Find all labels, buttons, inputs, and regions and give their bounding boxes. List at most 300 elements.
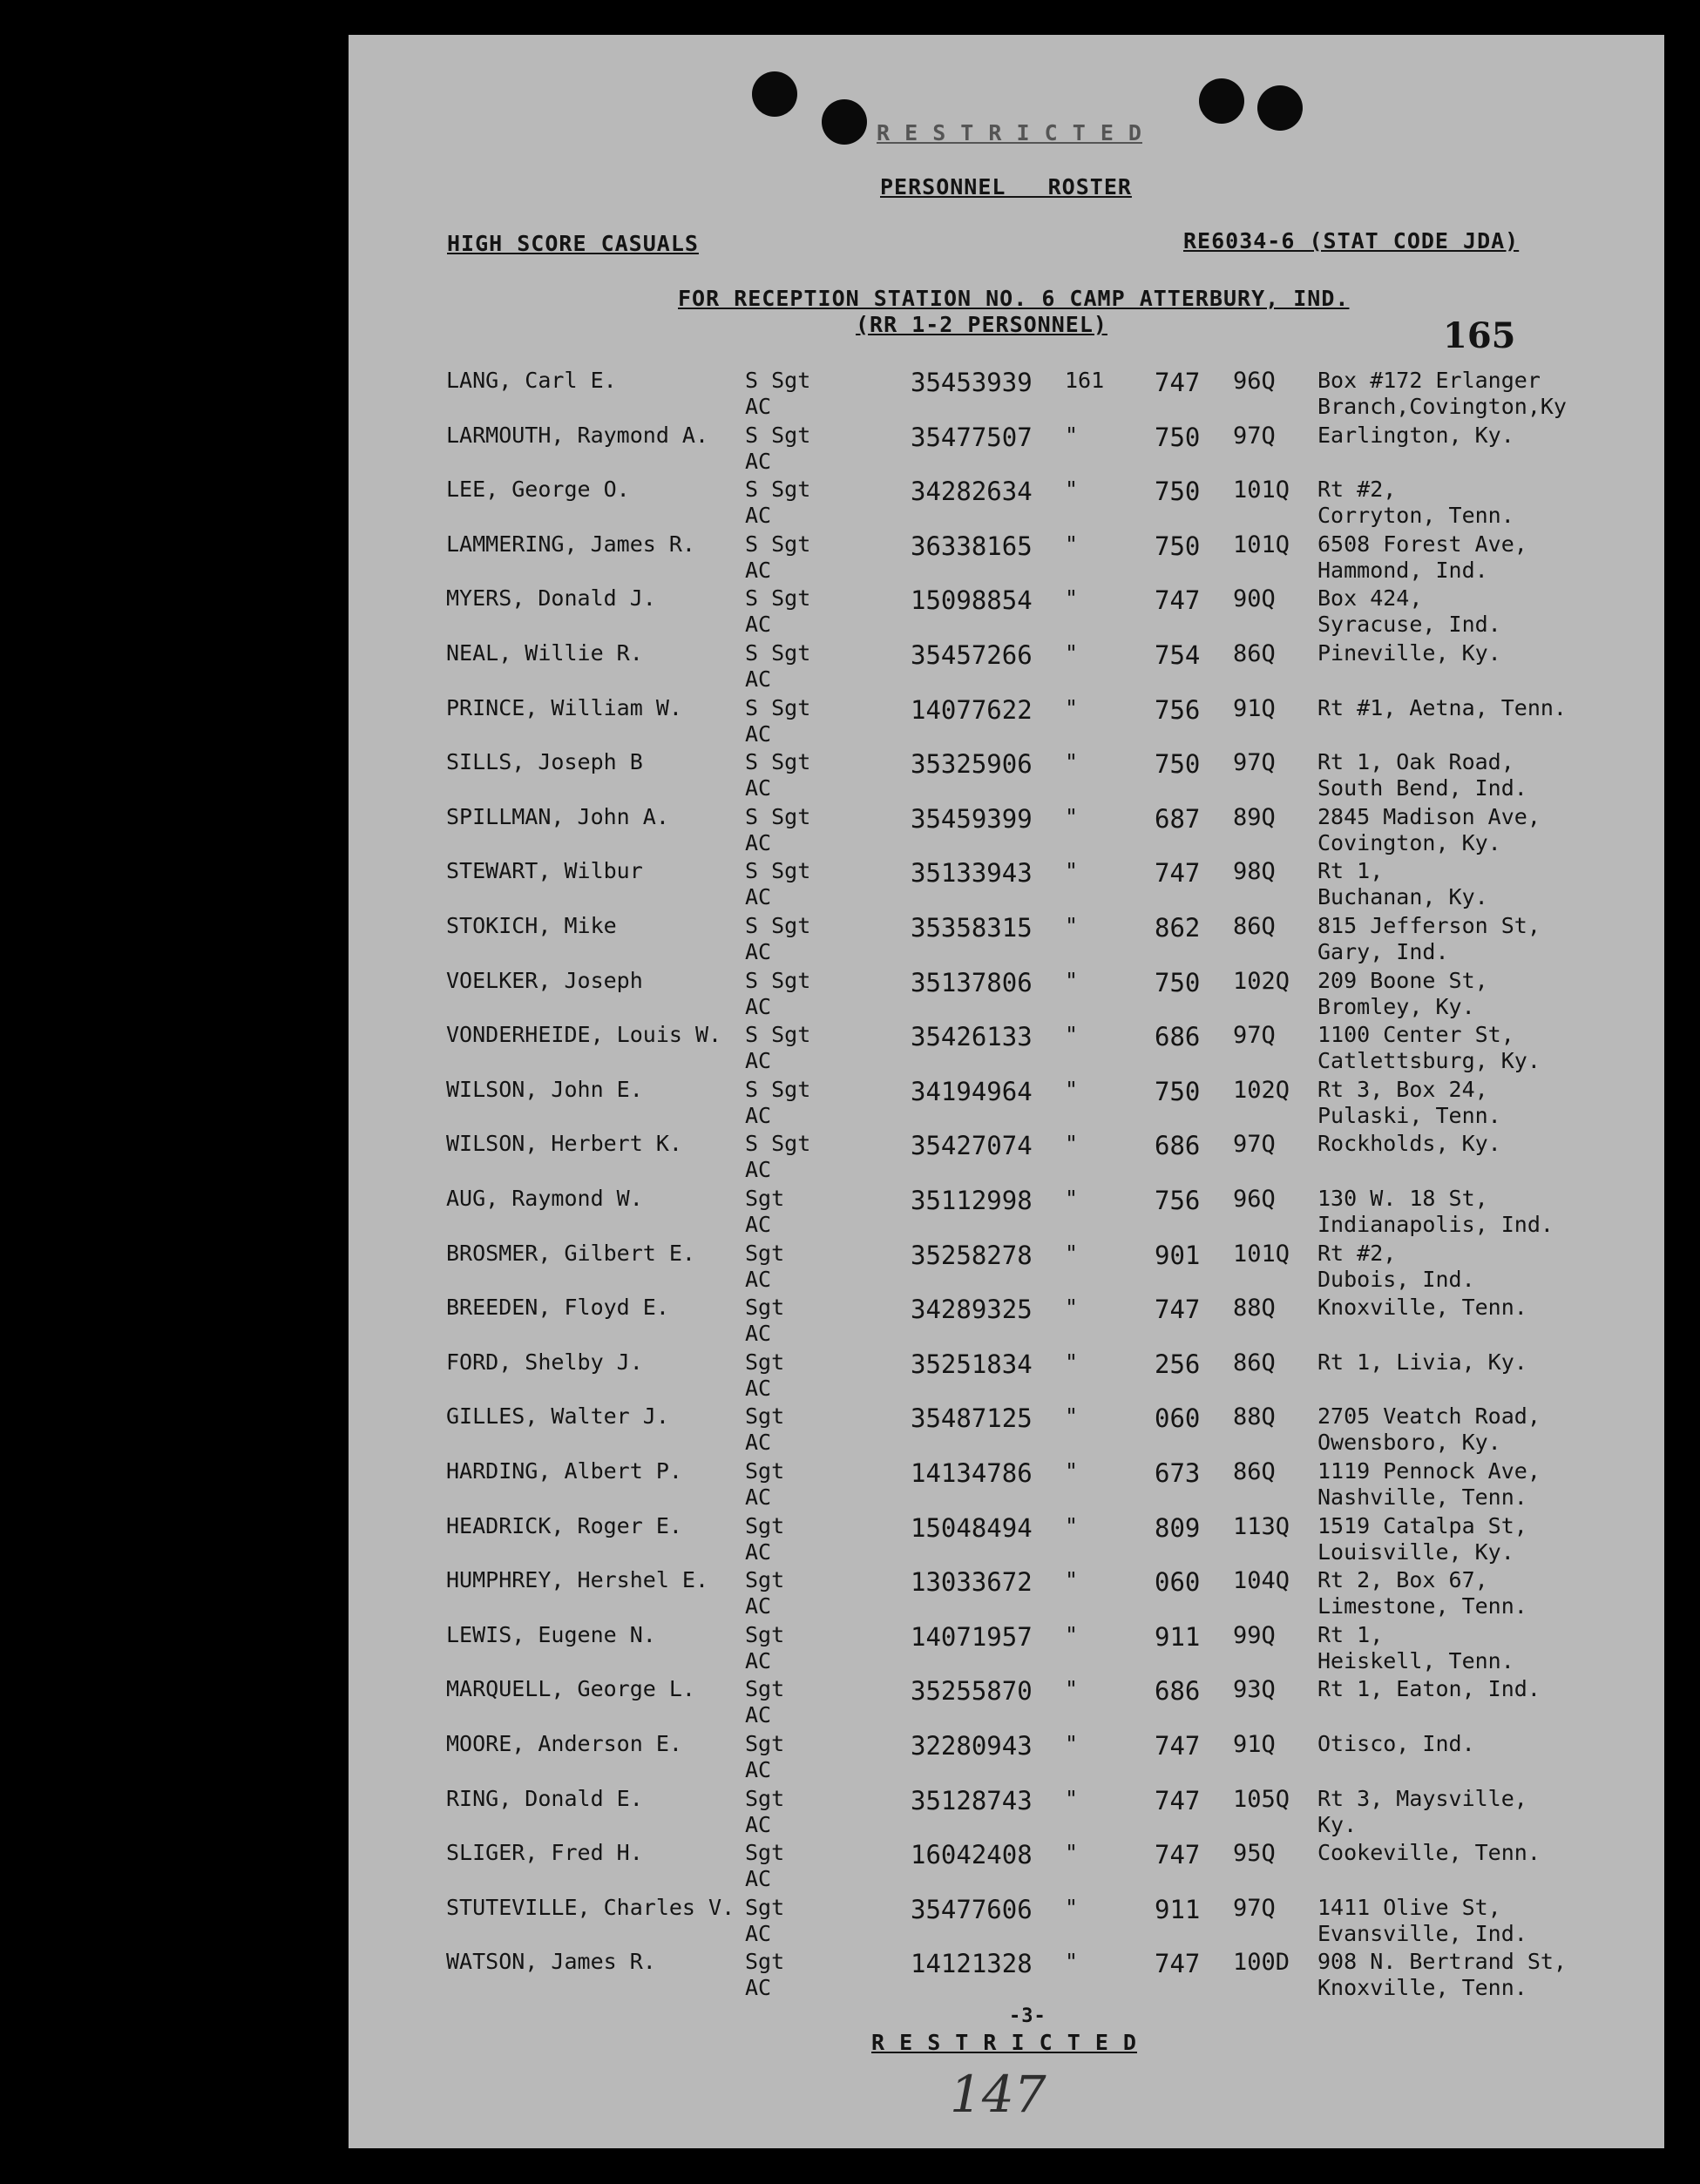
- roster-address-line1: Box 424,: [1317, 585, 1423, 612]
- roster-row: [349, 1513, 1664, 1567]
- roster-branch: AC: [745, 1811, 772, 1837]
- left-header: HIGH SCORE CASUALS: [447, 231, 699, 256]
- roster-name: LEWIS, Eugene N.: [446, 1621, 656, 1647]
- roster-serial-number: 35453939: [911, 368, 1033, 397]
- roster-name: VOELKER, Joseph: [446, 967, 643, 993]
- roster-address-line1: Rt 2, Box 67,: [1317, 1567, 1488, 1593]
- roster-rank: Sgt: [745, 1295, 785, 1321]
- roster-row: [349, 1895, 1664, 1949]
- roster-mos: 750: [1155, 531, 1201, 561]
- roster-address-line2: Nashville, Tenn.: [1317, 1484, 1527, 1510]
- roster-rank: S Sgt: [745, 1131, 811, 1157]
- roster-branch: AC: [745, 1321, 772, 1347]
- roster-score: 101Q: [1233, 1240, 1290, 1268]
- roster-branch: AC: [745, 1920, 772, 1946]
- roster-mos: 901: [1155, 1240, 1201, 1270]
- roster-ditto-mark: ": [1065, 1731, 1079, 1756]
- roster-mos: 754: [1155, 640, 1201, 670]
- roster-row: [349, 585, 1664, 639]
- roster-ditto-mark: ": [1065, 749, 1079, 775]
- roster-address-line1: Rt 3, Box 24,: [1317, 1076, 1488, 1102]
- roster-row: [349, 1022, 1664, 1076]
- roster-address-line1: Otisco, Ind.: [1317, 1731, 1475, 1756]
- roster-row: [349, 368, 1664, 422]
- roster-address-line1: 6508 Forest Ave,: [1317, 531, 1527, 557]
- roster-title: PERSONNEL ROSTER: [880, 174, 1132, 199]
- roster-ditto-mark: ": [1065, 1840, 1079, 1866]
- roster-address-line1: Rt #2,: [1317, 477, 1397, 503]
- roster-serial-number: 35133943: [911, 858, 1033, 889]
- roster-address-line2: Heiskell, Tenn.: [1317, 1647, 1514, 1673]
- roster-ditto-mark: ": [1065, 1512, 1079, 1538]
- roster-score: 89Q: [1233, 803, 1276, 831]
- roster-score: 97Q: [1233, 1022, 1276, 1050]
- roster-branch: AC: [745, 557, 772, 583]
- station-line: FOR RECEPTION STATION NO. 6 CAMP ATTERBURY, IND.: [678, 286, 1350, 311]
- roster-mos: 687: [1155, 803, 1201, 834]
- roster-branch: AC: [745, 1647, 772, 1673]
- roster-name: LARMOUTH, Raymond A.: [446, 422, 709, 448]
- roster-branch: AC: [745, 448, 772, 474]
- roster-row: [349, 1676, 1664, 1730]
- roster-rank: S Sgt: [745, 749, 811, 775]
- roster-serial-number: 32280943: [911, 1731, 1033, 1761]
- roster-score: 99Q: [1233, 1621, 1276, 1649]
- roster-rank: Sgt: [745, 1785, 785, 1811]
- roster-name: WILSON, Herbert K.: [446, 1131, 682, 1157]
- roster-row: [349, 1295, 1664, 1349]
- sub-station-line: (RR 1-2 PERSONNEL): [856, 312, 1107, 337]
- roster-serial-number: 35459399: [911, 803, 1033, 834]
- roster-address-line1: 2845 Madison Ave,: [1317, 803, 1541, 829]
- roster-mos: 911: [1155, 1621, 1201, 1652]
- roster-name: RING, Donald E.: [446, 1785, 643, 1811]
- roster-mos: 747: [1155, 1295, 1201, 1325]
- roster-serial-number: 36338165: [911, 531, 1033, 561]
- roster-serial-number: 35251834: [911, 1349, 1033, 1379]
- roster-branch: AC: [745, 1484, 772, 1510]
- roster-address-line2: Limestone, Tenn.: [1317, 1593, 1527, 1619]
- roster-address-line1: Earlington, Ky.: [1317, 422, 1514, 448]
- roster-score: 86Q: [1233, 913, 1276, 940]
- roster-mos: 686: [1155, 1131, 1201, 1161]
- roster-name: LANG, Carl E.: [446, 368, 617, 393]
- roster-ditto-mark: ": [1065, 1186, 1079, 1211]
- roster-serial-number: 35477507: [911, 422, 1033, 452]
- roster-ditto-mark: ": [1065, 1621, 1079, 1647]
- roster-rank: S Sgt: [745, 694, 811, 720]
- roster-row: [349, 1458, 1664, 1512]
- roster-serial-number: 34194964: [911, 1076, 1033, 1106]
- roster-row: [349, 1077, 1664, 1131]
- roster-name: FORD, Shelby J.: [446, 1349, 643, 1375]
- roster-score: 105Q: [1233, 1785, 1290, 1813]
- roster-mos: 060: [1155, 1403, 1201, 1434]
- roster-ditto-mark: ": [1065, 1076, 1079, 1102]
- roster-ditto-mark: ": [1065, 1403, 1079, 1430]
- roster-row: [349, 1731, 1664, 1785]
- roster-mos: 750: [1155, 1076, 1201, 1106]
- roster-row: [349, 1567, 1664, 1621]
- roster-serial-number: 14121328: [911, 1949, 1033, 1979]
- roster-serial-number: 35137806: [911, 967, 1033, 997]
- roster-rank: Sgt: [745, 1403, 785, 1430]
- roster-rank: Sgt: [745, 1458, 785, 1484]
- restricted-stamp-bottom: R E S T R I C T E D: [871, 2030, 1137, 2055]
- roster-branch: AC: [745, 1375, 772, 1401]
- roster-address-line1: Rt 3, Maysville,: [1317, 1785, 1527, 1811]
- roster-branch: AC: [745, 503, 772, 529]
- roster-score: 88Q: [1233, 1295, 1276, 1322]
- roster-rank: Sgt: [745, 1512, 785, 1538]
- roster-name: LAMMERING, James R.: [446, 531, 695, 557]
- roster-row: [349, 1241, 1664, 1295]
- roster-row: [349, 1186, 1664, 1240]
- punch-hole: [752, 71, 797, 117]
- roster-address-line2: Knoxville, Tenn.: [1317, 1975, 1527, 2001]
- roster-ditto-mark: ": [1065, 1785, 1079, 1811]
- roster-ditto-mark: ": [1065, 694, 1079, 720]
- roster-page: [349, 35, 1664, 2148]
- roster-name: HEADRICK, Roger E.: [446, 1512, 682, 1538]
- roster-address-line2: Hammond, Ind.: [1317, 557, 1488, 583]
- roster-row: [349, 968, 1664, 1022]
- roster-score: 88Q: [1233, 1403, 1276, 1431]
- roster-score: 86Q: [1233, 1458, 1276, 1485]
- roster-address-line1: 815 Jefferson St,: [1317, 913, 1541, 938]
- roster-serial-number: 16042408: [911, 1840, 1033, 1870]
- roster-row: [349, 1403, 1664, 1457]
- roster-score: 96Q: [1233, 368, 1276, 395]
- roster-branch: AC: [745, 394, 772, 419]
- roster-score: 86Q: [1233, 1349, 1276, 1376]
- roster-name: BREEDEN, Floyd E.: [446, 1295, 669, 1321]
- roster-mos: 750: [1155, 422, 1201, 452]
- roster-name: MYERS, Donald J.: [446, 585, 656, 612]
- roster-branch: AC: [745, 775, 772, 801]
- roster-ditto-mark: ": [1065, 422, 1079, 448]
- roster-address-line1: Knoxville, Tenn.: [1317, 1295, 1527, 1321]
- roster-branch: AC: [745, 1702, 772, 1728]
- roster-ditto-mark: ": [1065, 1295, 1079, 1321]
- roster-rank: S Sgt: [745, 368, 811, 393]
- roster-ditto-mark: ": [1065, 531, 1079, 557]
- roster-serial-number: 35112998: [911, 1186, 1033, 1215]
- roster-serial-number: 35487125: [911, 1403, 1033, 1434]
- roster-row: [349, 531, 1664, 585]
- roster-address-line2: Owensboro, Ky.: [1317, 1430, 1501, 1456]
- roster-mos: 256: [1155, 1349, 1201, 1379]
- roster-serial-number: 34289325: [911, 1295, 1033, 1325]
- roster-mos: 750: [1155, 749, 1201, 780]
- roster-mos: 750: [1155, 477, 1201, 507]
- roster-ditto-mark: ": [1065, 1894, 1079, 1920]
- roster-ditto-mark: ": [1065, 585, 1079, 612]
- roster-score: 97Q: [1233, 749, 1276, 777]
- roster-branch: AC: [745, 829, 772, 855]
- roster-row: [349, 1131, 1664, 1185]
- roster-rank: S Sgt: [745, 967, 811, 993]
- roster-serial-number: 35457266: [911, 640, 1033, 670]
- roster-row: [349, 1840, 1664, 1894]
- roster-mos: 750: [1155, 967, 1201, 997]
- roster-address-line2: Gary, Ind.: [1317, 939, 1449, 964]
- roster-ditto-mark: ": [1065, 1240, 1079, 1266]
- roster-address-line2: Evansville, Ind.: [1317, 1920, 1527, 1946]
- roster-name: STUTEVILLE, Charles V.: [446, 1894, 735, 1920]
- roster-row: [349, 749, 1664, 803]
- roster-score: 93Q: [1233, 1676, 1276, 1704]
- roster-branch: AC: [745, 1975, 772, 2001]
- roster-mos: 747: [1155, 1731, 1201, 1761]
- roster-address-line2: Indianapolis, Ind.: [1317, 1212, 1554, 1237]
- roster-serial-number: 35427074: [911, 1131, 1033, 1161]
- roster-row: [349, 695, 1664, 749]
- roster-name: SLIGER, Fred H.: [446, 1840, 643, 1866]
- roster-branch: AC: [745, 1538, 772, 1565]
- roster-ditto-mark: ": [1065, 1022, 1079, 1048]
- roster-score: 98Q: [1233, 858, 1276, 886]
- roster-address-line2: South Bend, Ind.: [1317, 775, 1527, 801]
- roster-mos: 686: [1155, 1676, 1201, 1707]
- roster-mos: 686: [1155, 1022, 1201, 1052]
- roster-row: [349, 1622, 1664, 1676]
- roster-serial-number: 35325906: [911, 749, 1033, 780]
- roster-serial-number: 14071957: [911, 1621, 1033, 1652]
- roster-name: BROSMER, Gilbert E.: [446, 1240, 695, 1266]
- roster-address-line1: 130 W. 18 St,: [1317, 1186, 1488, 1211]
- roster-rank: Sgt: [745, 1240, 785, 1266]
- roster-address-line1: 1519 Catalpa St,: [1317, 1512, 1527, 1538]
- roster-row: [349, 477, 1664, 531]
- roster-mos: 911: [1155, 1894, 1201, 1924]
- roster-ditto-mark: 161: [1065, 368, 1105, 393]
- roster-name: WATSON, James R.: [446, 1949, 656, 1975]
- roster-score: 102Q: [1233, 1076, 1290, 1104]
- roster-mos: 862: [1155, 913, 1201, 943]
- roster-mos: 747: [1155, 1949, 1201, 1979]
- roster-branch: AC: [745, 1757, 772, 1782]
- roster-serial-number: 35477606: [911, 1894, 1033, 1924]
- roster-ditto-mark: ": [1065, 477, 1079, 503]
- punch-hole: [1257, 85, 1303, 131]
- roster-mos: 747: [1155, 1840, 1201, 1870]
- roster-name: MARQUELL, George L.: [446, 1676, 695, 1702]
- punch-hole: [822, 99, 867, 145]
- roster-serial-number: 35255870: [911, 1676, 1033, 1707]
- roster-branch: AC: [745, 1048, 772, 1074]
- roster-branch: AC: [745, 1266, 772, 1292]
- roster-name: SILLS, Joseph B: [446, 749, 643, 775]
- roster-row: [349, 1949, 1664, 2003]
- roster-address-line1: 2705 Veatch Road,: [1317, 1403, 1541, 1430]
- roster-address-line2: Branch,Covington,Ky: [1317, 394, 1567, 419]
- roster-address-line1: Rt 1,: [1317, 858, 1384, 884]
- roster-address-line2: Ky.: [1317, 1811, 1358, 1837]
- roster-serial-number: 13033672: [911, 1567, 1033, 1598]
- roster-address-line1: 1100 Center St,: [1317, 1022, 1514, 1048]
- roster-address-line1: Rockholds, Ky.: [1317, 1131, 1501, 1157]
- roster-rank: S Sgt: [745, 858, 811, 884]
- roster-score: 97Q: [1233, 1894, 1276, 1922]
- roster-name: STEWART, Wilbur: [446, 858, 643, 884]
- roster-name: STOKICH, Mike: [446, 913, 617, 938]
- roster-ditto-mark: ": [1065, 858, 1079, 884]
- roster-name: GILLES, Walter J.: [446, 1403, 669, 1430]
- roster-address-line1: 209 Boone St,: [1317, 967, 1488, 993]
- roster-address-line2: Pulaski, Tenn.: [1317, 1102, 1501, 1128]
- roster-branch: AC: [745, 1157, 772, 1183]
- roster-score: 101Q: [1233, 477, 1290, 504]
- roster-branch: AC: [745, 884, 772, 910]
- roster-score: 91Q: [1233, 1731, 1276, 1758]
- roster-branch: AC: [745, 993, 772, 1019]
- roster-address-line2: Catlettsburg, Ky.: [1317, 1048, 1541, 1074]
- roster-score: 104Q: [1233, 1567, 1290, 1595]
- roster-address-line1: Rt 1, Livia, Ky.: [1317, 1349, 1527, 1375]
- roster-rank: S Sgt: [745, 1022, 811, 1048]
- roster-serial-number: 35426133: [911, 1022, 1033, 1052]
- roster-rank: Sgt: [745, 1349, 785, 1375]
- punch-hole: [1199, 78, 1244, 124]
- roster-mos: 747: [1155, 585, 1201, 616]
- roster-branch: AC: [745, 720, 772, 747]
- roster-ditto-mark: ": [1065, 913, 1079, 938]
- roster-address-line1: Cookeville, Tenn.: [1317, 1840, 1541, 1866]
- roster-mos: 747: [1155, 1785, 1201, 1815]
- handwritten-number: 147: [950, 2065, 1046, 2124]
- roster-row: [349, 804, 1664, 858]
- roster-rank: S Sgt: [745, 531, 811, 557]
- roster-address-line1: Rt #1, Aetna, Tenn.: [1317, 694, 1567, 720]
- roster-ditto-mark: ": [1065, 1676, 1079, 1702]
- roster-name: NEAL, Willie R.: [446, 640, 643, 666]
- roster-address-line1: 1119 Pennock Ave,: [1317, 1458, 1541, 1484]
- roster-score: 97Q: [1233, 422, 1276, 450]
- roster-address-line1: Box #172 Erlanger: [1317, 368, 1541, 393]
- roster-ditto-mark: ": [1065, 1349, 1079, 1375]
- roster-address-line1: Rt 1,: [1317, 1621, 1384, 1647]
- roster-branch: AC: [745, 612, 772, 638]
- roster-rank: Sgt: [745, 1840, 785, 1866]
- roster-branch: AC: [745, 666, 772, 692]
- roster-address-line1: Pineville, Ky.: [1317, 640, 1501, 666]
- roster-serial-number: 35358315: [911, 913, 1033, 943]
- roster-ditto-mark: ": [1065, 1567, 1079, 1593]
- roster-score: 102Q: [1233, 967, 1290, 995]
- roster-rank: S Sgt: [745, 585, 811, 612]
- roster-address-line2: Louisville, Ky.: [1317, 1538, 1514, 1565]
- roster-branch: AC: [745, 1593, 772, 1619]
- roster-score: 90Q: [1233, 585, 1276, 613]
- roster-score: 113Q: [1233, 1512, 1290, 1540]
- roster-name: AUG, Raymond W.: [446, 1186, 643, 1211]
- roster-address-line1: Rt #2,: [1317, 1240, 1397, 1266]
- roster-name: WILSON, John E.: [446, 1076, 643, 1102]
- roster-score: 91Q: [1233, 694, 1276, 722]
- roster-branch: AC: [745, 1102, 772, 1128]
- roster-mos: 809: [1155, 1512, 1201, 1543]
- roster-ditto-mark: ": [1065, 1949, 1079, 1975]
- roster-mos: 060: [1155, 1567, 1201, 1598]
- roster-address-line2: Covington, Ky.: [1317, 829, 1501, 855]
- roster-ditto-mark: ": [1065, 1131, 1079, 1157]
- roster-ditto-mark: ": [1065, 640, 1079, 666]
- roster-rank: Sgt: [745, 1567, 785, 1593]
- roster-row: [349, 858, 1664, 912]
- roster-serial-number: 14077622: [911, 694, 1033, 725]
- roster-mos: 747: [1155, 368, 1201, 397]
- roster-rank: Sgt: [745, 1676, 785, 1702]
- roster-branch: AC: [745, 1866, 772, 1892]
- roster-rank: Sgt: [745, 1731, 785, 1756]
- roster-score: 86Q: [1233, 640, 1276, 667]
- roster-ditto-mark: ": [1065, 1458, 1079, 1484]
- roster-rank: S Sgt: [745, 640, 811, 666]
- roster-score: 97Q: [1233, 1131, 1276, 1159]
- roster-name: HUMPHREY, Hershel E.: [446, 1567, 709, 1593]
- roster-address-line1: Rt 1, Oak Road,: [1317, 749, 1514, 775]
- roster-serial-number: 15048494: [911, 1512, 1033, 1543]
- roster-score: 95Q: [1233, 1840, 1276, 1868]
- roster-rank: S Sgt: [745, 422, 811, 448]
- roster-rank: S Sgt: [745, 1076, 811, 1102]
- footer-page-marker: -3-: [1009, 2005, 1046, 2027]
- roster-name: MOORE, Anderson E.: [446, 1731, 682, 1756]
- restricted-stamp-top: R E S T R I C T E D: [877, 120, 1142, 145]
- roster-rank: S Sgt: [745, 913, 811, 938]
- roster-row: [349, 640, 1664, 694]
- roster-serial-number: 35128743: [911, 1785, 1033, 1815]
- roster-row: [349, 913, 1664, 967]
- roster-rank: Sgt: [745, 1894, 785, 1920]
- roster-branch: AC: [745, 1430, 772, 1456]
- roster-name: SPILLMAN, John A.: [446, 803, 669, 829]
- roster-row: [349, 1349, 1664, 1403]
- roster-serial-number: 35258278: [911, 1240, 1033, 1270]
- roster-serial-number: 14134786: [911, 1458, 1033, 1488]
- roster-mos: 747: [1155, 858, 1201, 889]
- roster-name: LEE, George O.: [446, 477, 630, 503]
- roster-rank: S Sgt: [745, 477, 811, 503]
- roster-name: VONDERHEIDE, Louis W.: [446, 1022, 722, 1048]
- roster-name: PRINCE, William W.: [446, 694, 682, 720]
- right-header: RE6034-6 (STAT CODE JDA): [1183, 228, 1520, 254]
- roster-mos: 673: [1155, 1458, 1201, 1488]
- roster-ditto-mark: ": [1065, 803, 1079, 829]
- roster-rank: Sgt: [745, 1621, 785, 1647]
- roster-address-line2: Dubois, Ind.: [1317, 1266, 1475, 1292]
- roster-branch: AC: [745, 1212, 772, 1237]
- roster-rank: Sgt: [745, 1949, 785, 1975]
- roster-address-line2: Buchanan, Ky.: [1317, 884, 1488, 910]
- roster-address-line2: Corryton, Tenn.: [1317, 503, 1514, 529]
- roster-score: 100D: [1233, 1949, 1290, 1977]
- roster-serial-number: 15098854: [911, 585, 1033, 616]
- roster-name: HARDING, Albert P.: [446, 1458, 682, 1484]
- roster-address-line2: Bromley, Ky.: [1317, 993, 1475, 1019]
- roster-address-line1: 908 N. Bertrand St,: [1317, 1949, 1567, 1975]
- roster-rank: S Sgt: [745, 803, 811, 829]
- roster-row: [349, 423, 1664, 477]
- roster-mos: 756: [1155, 694, 1201, 725]
- roster-address-line2: Syracuse, Ind.: [1317, 612, 1501, 638]
- roster-mos: 756: [1155, 1186, 1201, 1215]
- roster-row: [349, 1786, 1664, 1840]
- roster-ditto-mark: ": [1065, 967, 1079, 993]
- page-number: 165: [1443, 315, 1516, 356]
- roster-serial-number: 34282634: [911, 477, 1033, 507]
